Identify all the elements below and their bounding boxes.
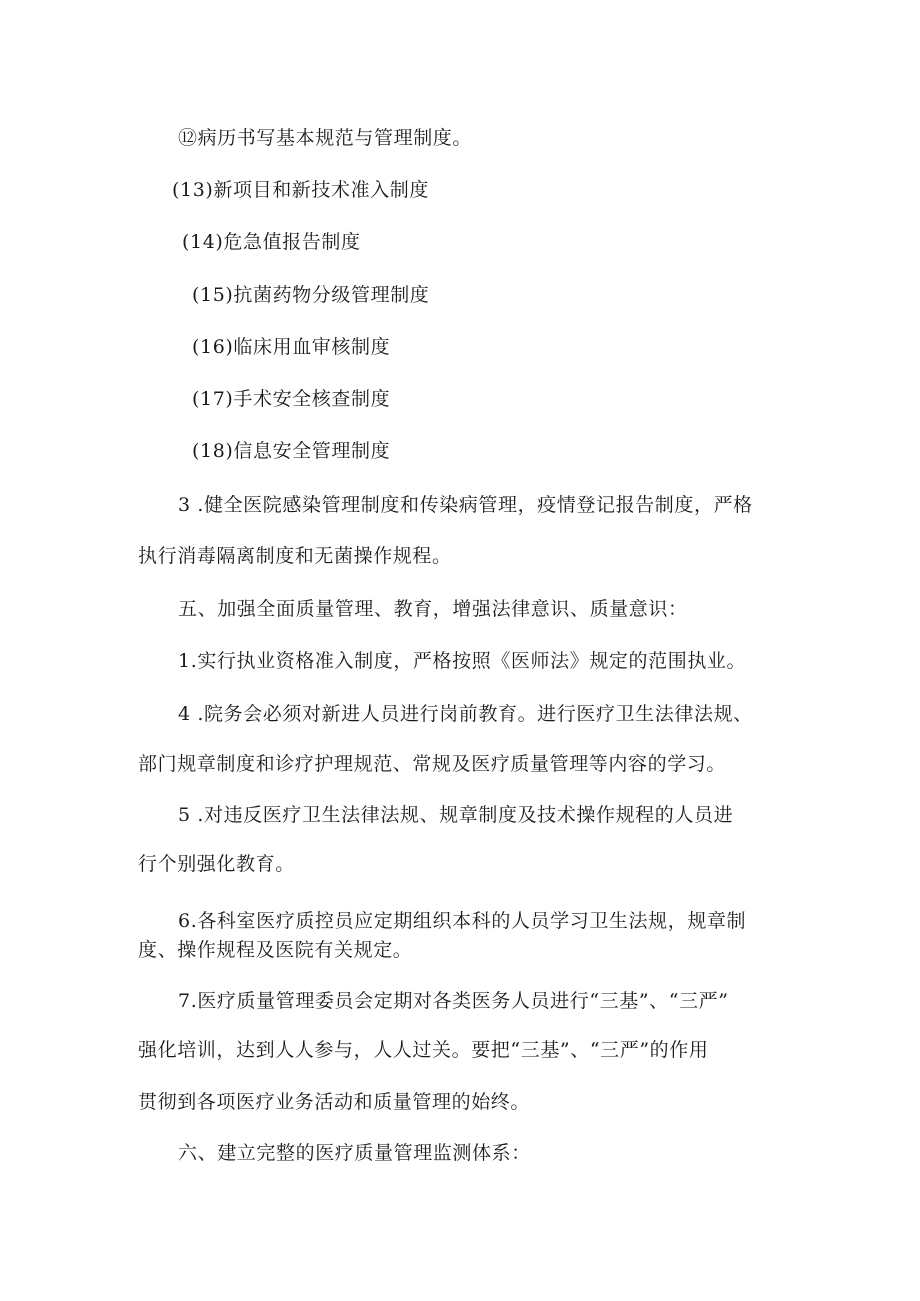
paragraph-5-line-2: 行个别强化教育。 — [138, 853, 295, 875]
text-line-13: (13)新项目和新技术准入制度 — [172, 179, 430, 201]
paragraph-3-line-2: 执行消毒隔离制度和无菌操作规程。 — [138, 545, 452, 567]
paragraph-5-line-1: 5 .对违反医疗卫生法律法规、规章制度及技术操作规程的人员进 — [178, 804, 734, 826]
paragraph-3-line-1: 3 .健全医院感染管理制度和传染病管理，疫情登记报告制度，严格 — [178, 494, 753, 516]
text-line-12: ⑫病历书写基本规范与管理制度。 — [178, 127, 473, 149]
section-five-heading: 五、加强全面质量管理、教育，增强法律意识、质量意识： — [178, 598, 688, 620]
text-line-18: (18)信息安全管理制度 — [192, 440, 391, 462]
paragraph-7-line-2: 强化培训，达到人人参与，人人过关。要把“三基”、“三严”的作用 — [138, 1039, 709, 1061]
text-line-16: (16)临床用血审核制度 — [192, 336, 391, 358]
text-line-14: (14)危急值报告制度 — [182, 231, 361, 253]
paragraph-4-line-1: 4 .院务会必须对新进人员进行岗前教育。进行医疗卫生法律法规、 — [178, 703, 753, 725]
paragraph-6-line-2: 度、操作规程及医院有关规定。 — [138, 939, 413, 961]
paragraph-7-line-1: 7.医疗质量管理委员会定期对各类医务人员进行“三基”、“三严” — [178, 990, 729, 1012]
text-line-15: (15)抗菌药物分级管理制度 — [192, 284, 430, 306]
paragraph-6-line-1: 6.各科室医疗质控员应定期组织本科的人员学习卫生法规，规章制 — [178, 910, 747, 932]
section-six-heading: 六、建立完整的医疗质量管理监测体系： — [178, 1142, 531, 1164]
paragraph-4-line-2: 部门规章制度和诊疗护理规范、常规及医疗质量管理等内容的学习。 — [138, 753, 727, 775]
paragraph-7-line-3: 贯彻到各项医疗业务活动和质量管理的始终。 — [138, 1091, 531, 1113]
paragraph-1-line-1: 1.实行执业资格准入制度，严格按照《医师法》规定的范围执业。 — [178, 650, 747, 672]
text-line-17: (17)手术安全核查制度 — [192, 388, 391, 410]
